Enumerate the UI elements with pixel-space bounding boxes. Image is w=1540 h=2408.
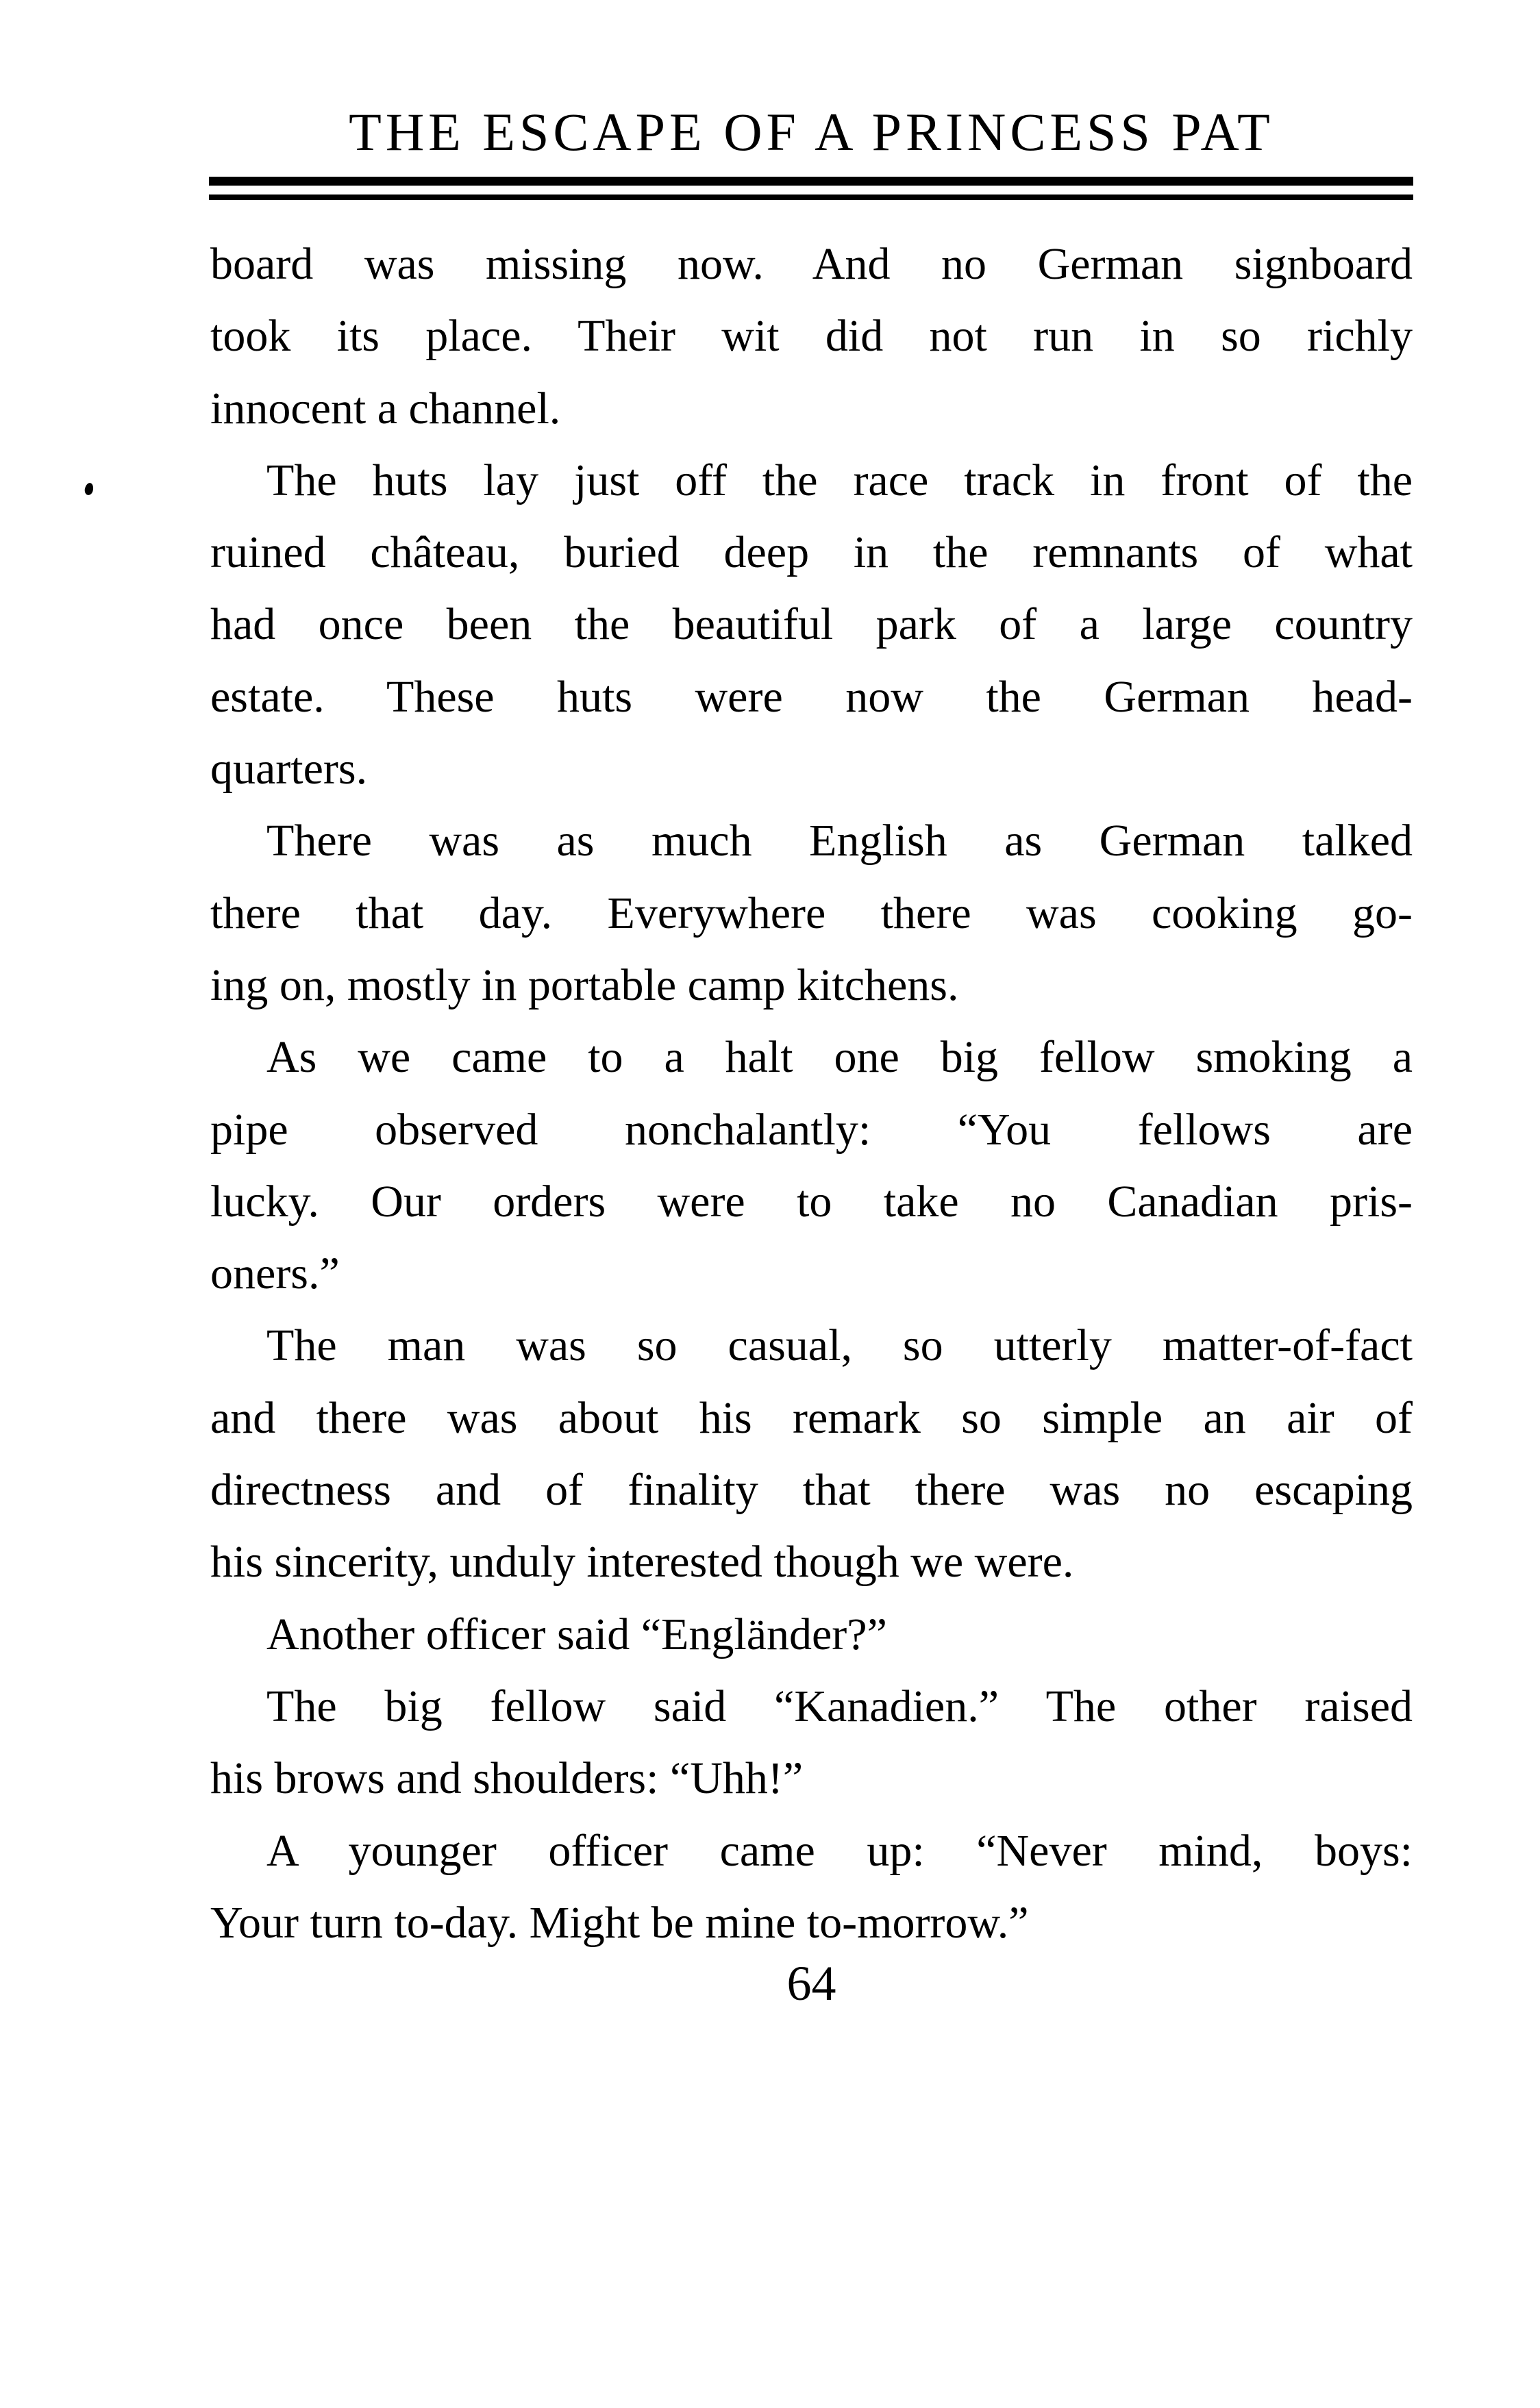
paragraph xyxy=(210,1021,1413,1309)
ink-speck xyxy=(84,482,94,496)
text-line: there that day. Everywhere there was cooking go- xyxy=(210,888,1413,938)
text-line: Your turn to-day. Might be mine to-morrow.” xyxy=(210,1897,1029,1948)
text-line: The huts lay just off the race track in front of the xyxy=(266,455,1413,505)
text-line: pipe observed nonchalantly: “You fellows are xyxy=(210,1104,1413,1155)
text-line: his brows and shoulders: “Uhh!” xyxy=(210,1753,804,1804)
text-line: oners.” xyxy=(210,1249,340,1299)
paragraph xyxy=(210,228,1413,444)
text-line: ruined château, buried deep in the remnants of what xyxy=(210,527,1413,578)
text-line: ing on, mostly in portable camp kitchens. xyxy=(210,960,959,1010)
text-line: board was missing now. And no German signboard xyxy=(210,239,1413,289)
text-line: The man was so casual, so utterly matter-of-fact xyxy=(266,1320,1413,1371)
header-rule-thin xyxy=(209,195,1413,200)
text-line: lucky. Our orders were to take no Canadian pris- xyxy=(210,1176,1413,1227)
paragraph xyxy=(210,1309,1413,1598)
text-line: had once been the beautiful park of a large country xyxy=(210,599,1413,650)
paragraph xyxy=(210,444,1413,805)
text-line: quarters. xyxy=(210,744,368,794)
header-rule-thick xyxy=(209,177,1413,186)
running-head-title: THE ESCAPE OF A PRINCESS PAT xyxy=(349,102,1274,162)
text-line: innocent a channel. xyxy=(210,383,561,434)
body-text xyxy=(210,228,1413,1959)
text-line: directness and of finality that there was no escaping xyxy=(210,1465,1413,1516)
text-line: A younger officer came up: “Never mind, boys: xyxy=(266,1825,1413,1876)
paragraph xyxy=(210,805,1413,1021)
text-line: estate. These huts were now the German head- xyxy=(210,671,1413,722)
text-line: his sincerity, unduly interested though we were. xyxy=(210,1537,1074,1588)
paragraph xyxy=(210,1815,1413,1959)
paragraph xyxy=(210,1598,1413,1670)
text-line: and there was about his remark so simple an air of xyxy=(210,1392,1413,1443)
text-line: Another officer said “Engländer?” xyxy=(266,1609,887,1659)
text-line: There was as much English as German talked xyxy=(266,816,1413,866)
text-line: took its place. Their wit did not run in so richly xyxy=(210,311,1413,362)
text-line: The big fellow said “Kanadien.” The other raised xyxy=(266,1681,1413,1731)
page-number: 64 xyxy=(786,1956,836,2011)
text-line: As we came to a halt one big fellow smoking a xyxy=(266,1032,1413,1083)
paragraph xyxy=(210,1670,1413,1815)
